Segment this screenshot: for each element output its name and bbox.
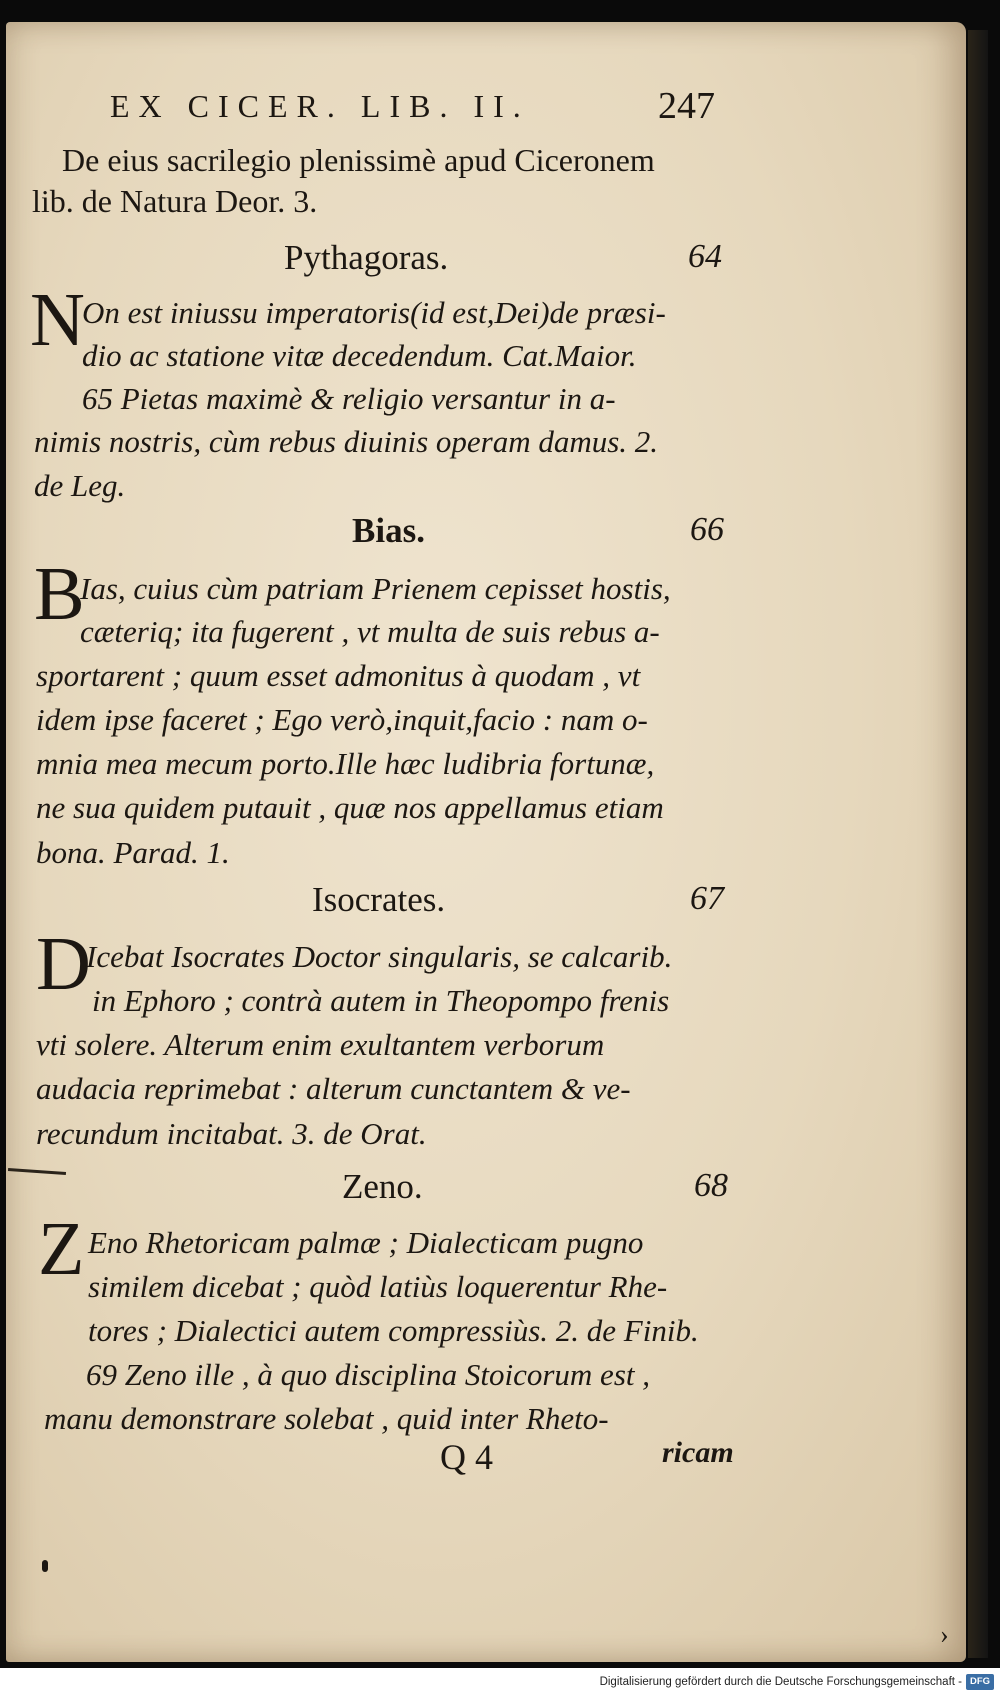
text-line: in Ephoro ; contrà autem in Theopompo frenis (92, 983, 670, 1018)
drop-cap: D (36, 922, 91, 1006)
drop-cap: Z (38, 1207, 85, 1291)
running-head: EX CICER. LIB. II. (110, 88, 530, 124)
catchword: ricam (662, 1436, 734, 1469)
text-line: de Leg. (34, 468, 126, 503)
section-number: 64 (688, 238, 722, 275)
text-line: cæteriq; ita fugerent , vt multa de suis rebus a- (80, 614, 660, 649)
intro-line: lib. de Natura Deor. 3. (32, 183, 318, 219)
text-line: audacia reprimebat : alterum cunctantem & ve- (36, 1071, 631, 1106)
page-edge-mark: › (940, 1620, 949, 1649)
section-title: Isocrates. (312, 880, 446, 919)
drop-cap: B (34, 552, 85, 636)
intro-line: De eius sacrilegio plenissimè apud Ciceronem (62, 142, 655, 178)
text-line: ne sua quidem putauit , quæ nos appellamus etiam (36, 790, 664, 825)
text-line: similem dicebat ; quòd latiùs loquerentur Rhe- (88, 1269, 668, 1304)
page-speck (42, 1560, 48, 1572)
text-line: nimis nostris, cùm rebus diuinis operam damus. 2. (34, 424, 659, 459)
section-number: 66 (690, 511, 724, 548)
section-title: Bias. (352, 511, 425, 550)
text-line: On est iniussu imperatoris(id est,Dei)de præsi- (82, 295, 666, 330)
text-line: tores ; Dialectici autem compressiùs. 2. de Finib. (88, 1313, 699, 1348)
section-number: 68 (694, 1167, 728, 1204)
page-number: 247 (658, 85, 715, 127)
section-number: 67 (690, 880, 724, 917)
text-line: Eno Rhetoricam palmæ ; Dialecticam pugno (88, 1225, 644, 1260)
text-line: 65 Pietas maximè & religio versantur in a- (82, 381, 616, 416)
text-line: sportarent ; quum esset admonitus à quodam , vt (36, 658, 641, 693)
page-gutter-edge (968, 30, 988, 1658)
text-line: bona. Parad. 1. (36, 835, 230, 870)
section-title: Zeno. (342, 1167, 423, 1206)
text-line: recundum incitabat. 3. de Orat. (36, 1116, 427, 1151)
text-line: dio ac statione vitæ decedendum. Cat.Maior. (82, 338, 637, 373)
signature-mark: Q 4 (440, 1437, 493, 1477)
drop-cap: N (30, 278, 85, 362)
dfg-logo: DFG (966, 1674, 994, 1690)
text-line: Icebat Isocrates Doctor singularis, se calcarib. (86, 939, 673, 974)
section-title: Pythagoras. (284, 238, 449, 277)
text-line: idem ipse faceret ; Ego verò,inquit,facio : nam o- (36, 702, 648, 737)
text-line: mnia mea mecum porto.Ille hæc ludibria fortunæ, (36, 746, 655, 781)
text-line: 69 Zeno ille , à quo disciplina Stoicorum est , (86, 1357, 650, 1392)
credit-text: Digitalisierung gefördert durch die Deutsche Forschungsgemeinschaft - (599, 1676, 962, 1688)
text-line: manu demonstrare solebat , quid inter Rheto- (44, 1401, 609, 1436)
text-line: vti solere. Alterum enim exultantem verborum (36, 1027, 605, 1062)
text-line: Ias, cuius cùm patriam Prienem cepisset hostis, (80, 571, 671, 606)
